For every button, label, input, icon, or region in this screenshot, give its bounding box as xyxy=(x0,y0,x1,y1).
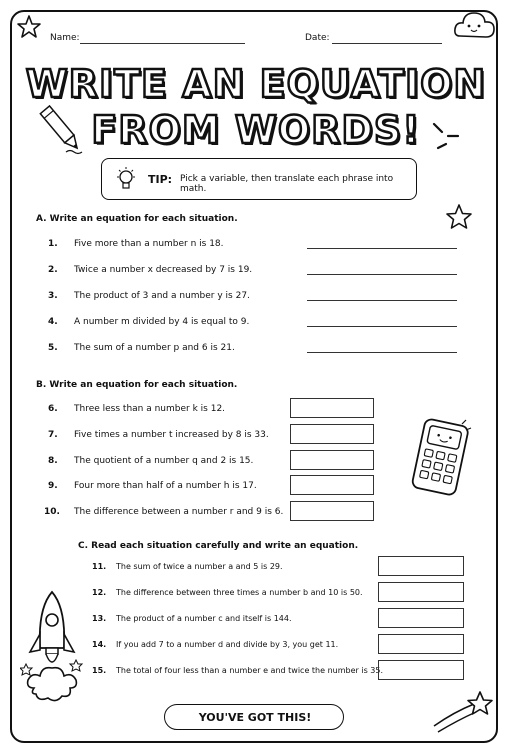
question-text: The sum of a number p and 6 is 21. xyxy=(74,343,235,353)
question-text: Four more than half of a number h is 17. xyxy=(74,481,257,491)
answer-box[interactable] xyxy=(378,608,464,628)
question-number: 10. xyxy=(44,507,60,517)
answer-box[interactable] xyxy=(378,556,464,576)
section-b-title: B. Write an equation for each situation. xyxy=(36,380,238,390)
star-icon xyxy=(16,14,42,40)
question-number: 11. xyxy=(92,562,107,571)
calculator-icon xyxy=(408,418,472,498)
question-number: 7. xyxy=(48,430,58,440)
pencil-icon xyxy=(36,100,86,158)
question-text: Three less than a number k is 12. xyxy=(74,404,226,414)
question-text: The total of four less than a number e and twice the number is 35. xyxy=(116,666,383,675)
question-text: The difference between three times a number b and 10 is 50. xyxy=(116,588,363,597)
rocket-icon xyxy=(20,588,84,728)
question-number: 13. xyxy=(92,614,107,623)
question-text: Five times a number t increased by 8 is 33. xyxy=(74,430,269,440)
answer-line[interactable] xyxy=(307,352,457,353)
star-icon xyxy=(445,203,473,231)
answer-line[interactable] xyxy=(307,248,457,249)
tip-label: TIP: xyxy=(148,173,173,186)
date-label: Date: xyxy=(305,33,330,43)
answer-line[interactable] xyxy=(307,300,457,301)
footer-text: YOU'VE GOT THIS! xyxy=(198,711,312,724)
answer-box[interactable] xyxy=(290,450,374,470)
question-text: The product of a number c and itself is 144. xyxy=(116,614,292,623)
question-text: The product of 3 and a number y is 27. xyxy=(74,291,250,301)
answer-box[interactable] xyxy=(290,398,374,418)
lightbulb-icon xyxy=(116,167,136,193)
question-number: 6. xyxy=(48,404,58,414)
answer-box[interactable] xyxy=(378,582,464,602)
tip-box xyxy=(101,158,417,200)
question-text: If you add 7 to a number d and divide by 3, you get 11. xyxy=(116,640,339,649)
page-title-line2: FROM WORDS! xyxy=(91,108,421,152)
question-text: Five more than a number n is 18. xyxy=(74,239,224,249)
question-number: 4. xyxy=(48,317,58,327)
date-field[interactable] xyxy=(332,43,442,44)
name-label: Name: xyxy=(50,33,80,43)
cloud-icon xyxy=(452,6,498,46)
sparkle-icon xyxy=(428,118,462,158)
question-number: 5. xyxy=(48,343,58,353)
question-number: 2. xyxy=(48,265,58,275)
section-c-title: C. Read each situation carefully and write an equation. xyxy=(78,541,359,551)
question-number: 14. xyxy=(92,640,107,649)
section-a-title: A. Write an equation for each situation. xyxy=(36,214,238,224)
tip-text: Pick a variable, then translate each phrase into math. xyxy=(180,174,394,194)
question-number: 9. xyxy=(48,481,58,491)
question-text: The sum of twice a number a and 5 is 29. xyxy=(116,562,283,571)
footer-banner xyxy=(164,704,344,730)
answer-box[interactable] xyxy=(378,634,464,654)
question-text: The quotient of a number q and 2 is 15. xyxy=(74,456,254,466)
shooting-star-icon xyxy=(430,690,496,734)
answer-box[interactable] xyxy=(378,660,464,680)
question-number: 8. xyxy=(48,456,58,466)
name-field[interactable] xyxy=(80,43,245,44)
question-text: The difference between a number r and 9 is 6. xyxy=(74,507,284,517)
question-text: A number m divided by 4 is equal to 9. xyxy=(74,317,250,327)
answer-box[interactable] xyxy=(290,424,374,444)
answer-box[interactable] xyxy=(290,501,374,521)
page-title-line1: WRITE AN EQUATION xyxy=(25,62,487,106)
question-number: 1. xyxy=(48,239,58,249)
answer-line[interactable] xyxy=(307,326,457,327)
answer-line[interactable] xyxy=(307,274,457,275)
question-number: 12. xyxy=(92,588,107,597)
question-text: Twice a number x decreased by 7 is 19. xyxy=(74,265,253,275)
question-number: 15. xyxy=(92,666,107,675)
answer-box[interactable] xyxy=(290,475,374,495)
question-number: 3. xyxy=(48,291,58,301)
